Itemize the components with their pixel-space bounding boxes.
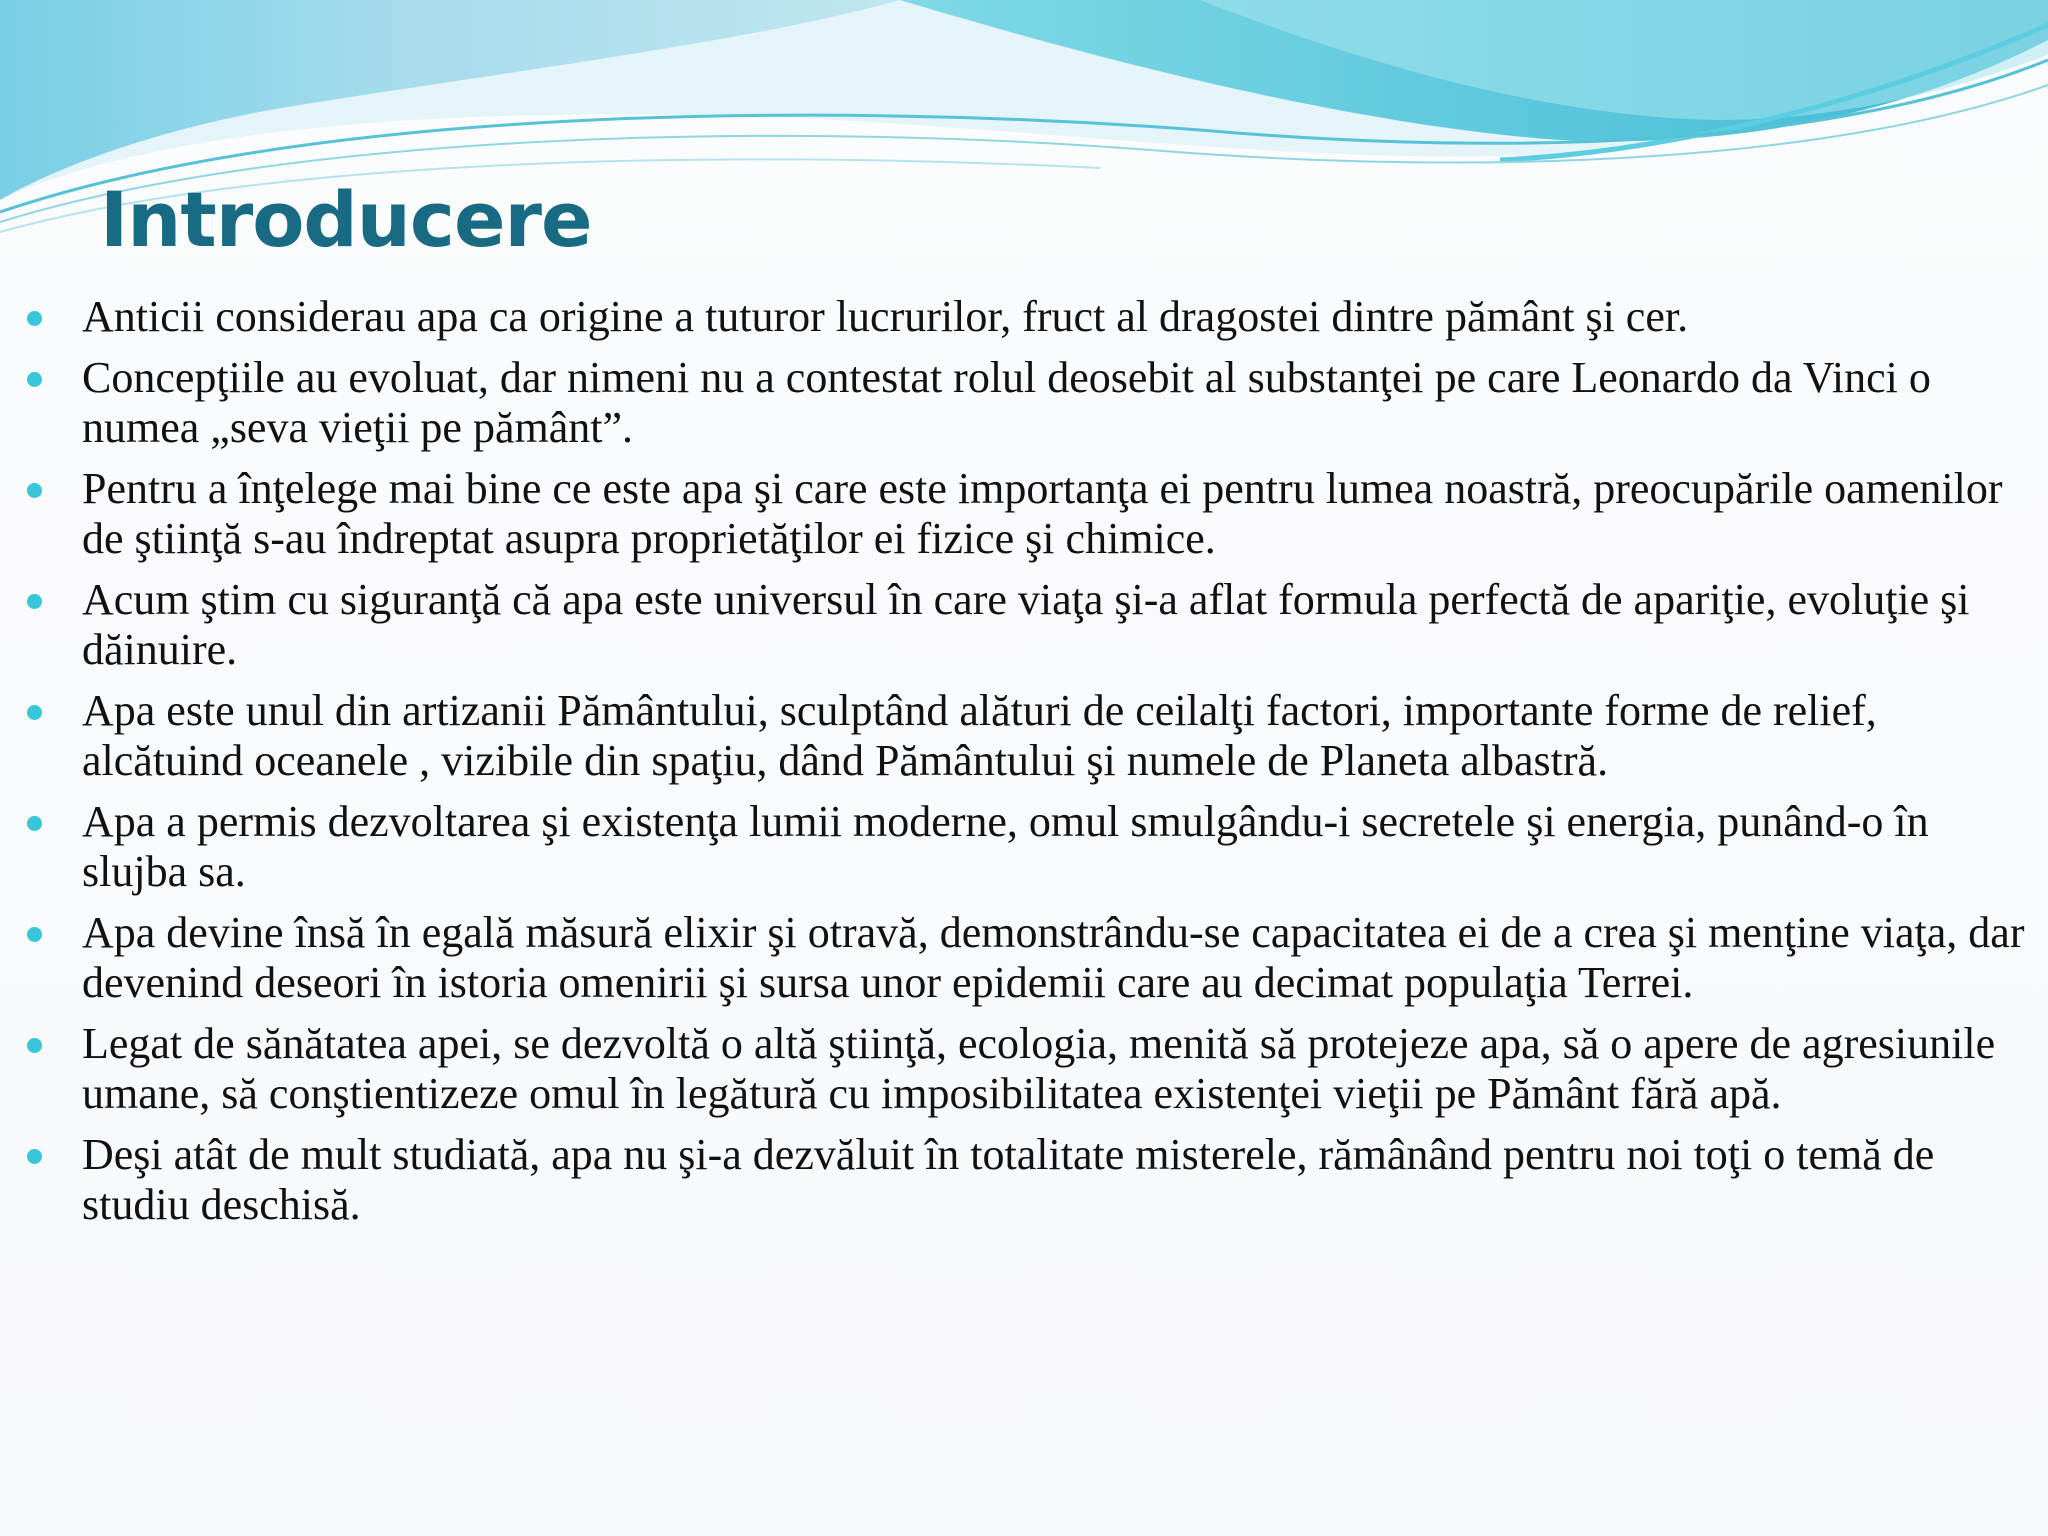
- bullet-dot-icon: [27, 483, 42, 498]
- list-item: [0, 292, 2048, 342]
- bullet-dot-icon: [27, 927, 42, 942]
- slide-title: Introducere: [100, 175, 592, 264]
- list-item-text: Apa este unul din artizanii Pământului, sculptând alături de ceilalţi factori, importante forme de relief, alcătuind oceanele , vizibile din spaţiu, dând Pământului şi numele de Planeta albastră.: [82, 686, 1877, 785]
- list-item-text: Deşi atât de mult studiată, apa nu şi-a dezvăluit în totalitate misterele, rămânând pentru noi toţi o temă de studiu deschisă.: [82, 1130, 1935, 1229]
- list-item-text: Anticii considerau apa ca origine a tuturor lucrurilor, fruct al dragostei dintre pământ şi cer.: [82, 292, 1689, 341]
- list-item-text: Legat de sănătatea apei, se dezvoltă o altă ştiinţă, ecologia, menită să protejeze apa, să o apere de agresiunile umane, să conştientizeze omul în legătură cu imposibilitatea existenţei vieţii pe Pământ fără apă.: [82, 1019, 1996, 1118]
- bullet-dot-icon: [27, 311, 42, 326]
- bullet-dot-icon: [27, 372, 42, 387]
- bullet-list: [0, 292, 2048, 1241]
- list-item-text: Apa a permis dezvoltarea şi existenţa lumii moderne, omul smulgându-i secretele şi energia, punând-o în slujba sa.: [82, 797, 1929, 896]
- bullet-dot-icon: [27, 705, 42, 720]
- list-item: [0, 908, 2048, 1008]
- bullet-dot-icon: [27, 1038, 42, 1053]
- list-item: [0, 686, 2048, 786]
- bullet-dot-icon: [27, 1149, 42, 1164]
- list-item-text: Concepţiile au evoluat, dar nimeni nu a contestat rolul deosebit al substanţei pe care Leonardo da Vinci o numea „seva vieţii pe pământ”.: [82, 353, 1931, 452]
- bullet-dot-icon: [27, 816, 42, 831]
- list-item-text: Acum ştim cu siguranţă că apa este universul în care viaţa şi-a aflat formula perfectă de apariţie, evoluţie şi dăinuire.: [82, 575, 1970, 674]
- list-item: [0, 1019, 2048, 1119]
- list-item-text: Pentru a înţelege mai bine ce este apa şi care este importanţa ei pentru lumea noastră, preocupările oamenilor de ştiinţă s-au îndreptat asupra proprietăţilor ei fizice şi chimice.: [82, 464, 2003, 563]
- bullet-dot-icon: [27, 594, 42, 609]
- list-item-text: Apa devine însă în egală măsură elixir şi otravă, demonstrându-se capacitatea ei de a crea şi menţine viaţa, dar devenind deseori în istoria omenirii şi sursa unor epidemii care au decimat populaţia Terrei.: [82, 908, 2025, 1007]
- list-item: [0, 1130, 2048, 1230]
- list-item: [0, 575, 2048, 675]
- list-item: [0, 797, 2048, 897]
- list-item: [0, 464, 2048, 564]
- list-item: [0, 353, 2048, 453]
